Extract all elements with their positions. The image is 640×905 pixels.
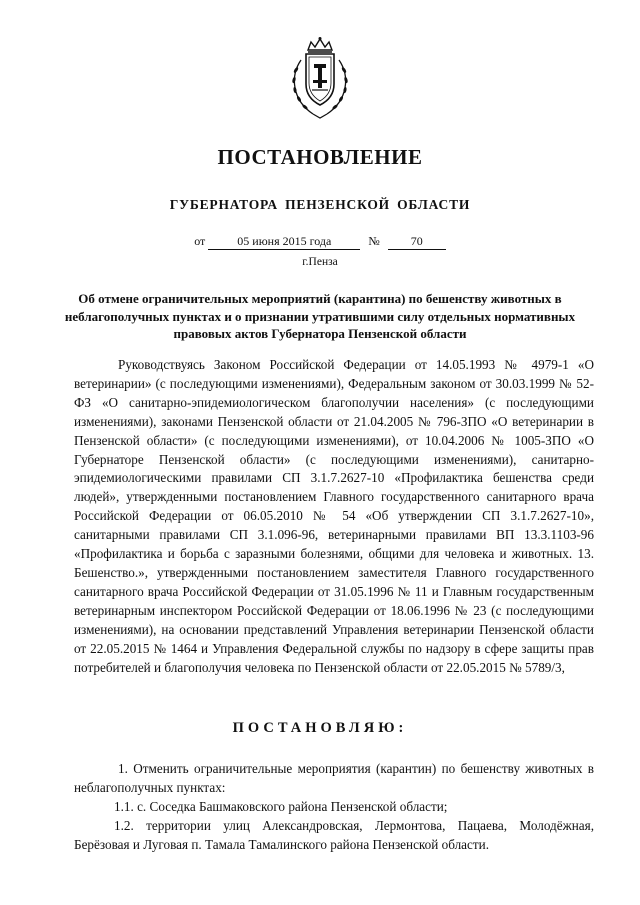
document-subject: Об отмене ограничительных мероприятий (карантина) по бешенству животных в неблагополучных пунктах и о признании утратившими силу отдельных нормативных правовых актов Губернатора Пензенской области (64, 291, 576, 341)
document-date: 05 июня 2015 года (208, 234, 360, 250)
date-prefix: от (194, 234, 206, 248)
clause-1: 1. Отменить ограничительные мероприятия (карантин) по бешенству животных в неблагополучных пунктах: (74, 761, 594, 795)
preamble-text: Руководствуясь Законом Российской Федерации от 14.05.1993 № 4979-1 «О ветеринарии» (с последующими изменениями), Федеральным законом от 30.03.1999 № 52-ФЗ «О санитарно-эпидемиологическом благополучии населения» (с последующими изменениями), законами Пензенской области от 21.04.2005 № 796-ЗПО «О ветеринарии в Пензенской области» (с последующими изменениями), от 10.04.2006 № 1005-ЗПО «О Губернаторе Пензенской области» (с последующими изменениями), санитарно-эпидемиологическими правилами СП 3.1.7.2627-10 «Профилактика бешенства среди людей», утвержденными постановлением Главного государственного санитарного врача Российской Федерации от 06.05.2010 № 54 «Об утверждении СП 3.1.7.2627-10», санитарными правилами СП 3.1.096-96, ветеринарными правилами ВП 13.3.1103-96 «Профилактика и борьба с заразными болезнями, общими для человека и животных. 13. Бешенство.», утвержденными постановлением заместителя Главного государственного санитарного врача Российской Федерации от 31.05.1996 № 11 и Главным государственным ветеринарным инспектором Российской Федерации от 18.06.1996 № 23 (с последующими изменениями), на основании представлений Управления ветеринарии Пензенской области от 22.05.2015 № 1464 и Управления Федеральной службы по надзору в сфере защиты прав потребителей и благополучия человека по Пензенской области от 22.05.2015 № 5789/3, (74, 357, 594, 675)
decree-clauses (74, 760, 594, 855)
decree-heading: ПОСТАНОВЛЯЮ: (232, 720, 408, 736)
number-label: № (368, 234, 380, 248)
coat-of-arms-icon (287, 36, 353, 120)
issuer-heading: ГУБЕРНАТОРА ПЕНЗЕНСКОЙ ОБЛАСТИ (169, 197, 471, 212)
document-number: 70 (388, 234, 446, 250)
clause-1-1: 1.1. с. Соседка Башмаковского района Пензенской области; (114, 798, 448, 814)
issue-city: г.Пенза (302, 256, 338, 268)
document-type-title: ПОСТАНОВЛЕНИЕ (217, 145, 423, 169)
date-number-line (0, 234, 640, 250)
clause-1-2: 1.2. территории улиц Александровская, Лермонтова, Пацаева, Молодёжная, Берёзовая и Луговая п. Тамала Тамалинского района Пензенской области. (74, 817, 594, 852)
preamble-paragraph (74, 356, 594, 677)
